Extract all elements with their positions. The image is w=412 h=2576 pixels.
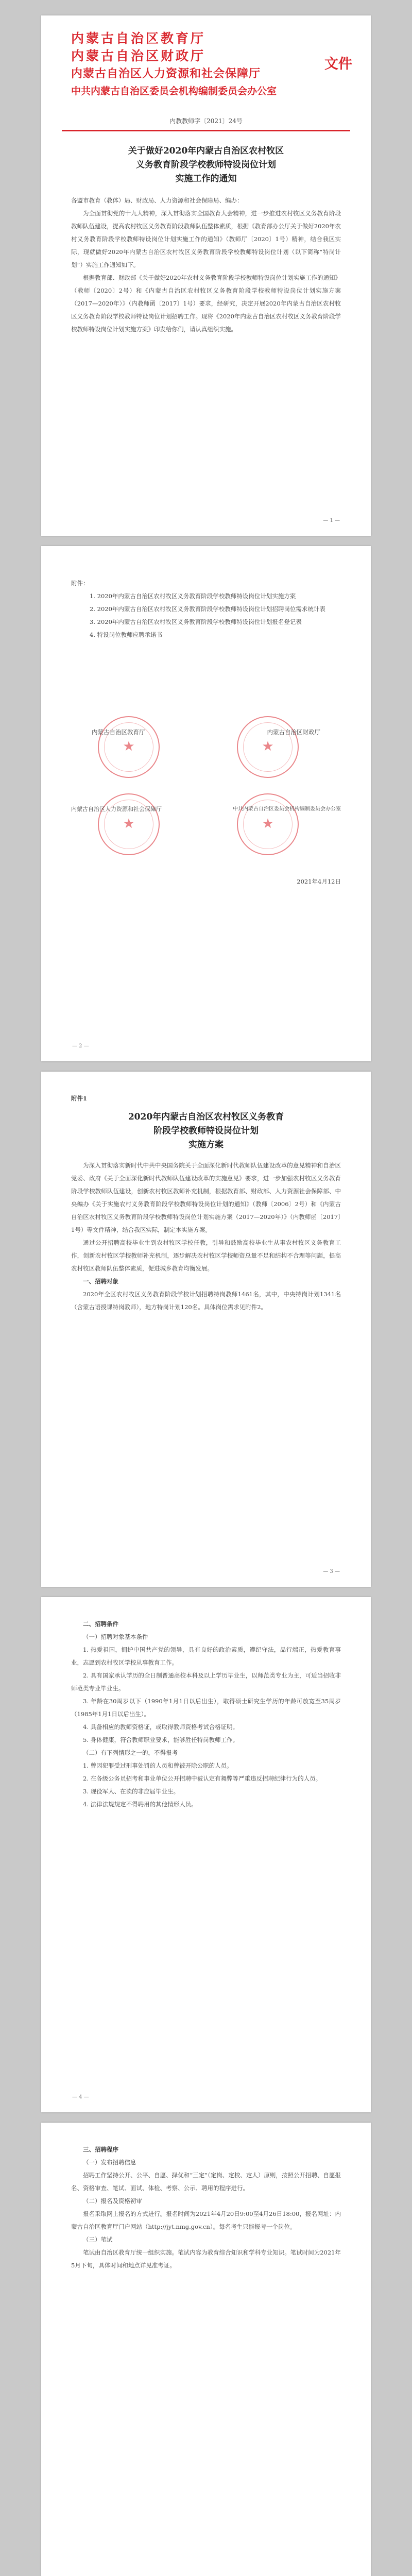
attachment-label: 附件1	[71, 1095, 88, 1102]
plan-paragraph: 报名采取网上报名的方式进行。报名时间为2021年4月20日9:00至4月26日18:00，报名网址：内蒙古自治区教育厅门户网站（http://jyt.nmg.gov.cn）。每名考生只能报考一个岗位。	[71, 2210, 341, 2230]
notice-title-3: 实施工作的通知	[175, 174, 237, 184]
notice-page-1	[41, 15, 371, 536]
signatory: 内蒙古自治区财政厅	[267, 728, 320, 736]
notice-title-1: 关于做好2020年内蒙古自治区农村牧区	[128, 146, 284, 156]
attachment-item: 1. 2020年内蒙古自治区农村牧区义务教育阶段学校教师特设岗位计划实施方案	[90, 592, 296, 600]
subsection-heading: （一）招聘对象基本条件	[83, 1633, 148, 1640]
plan-paragraph: 招聘工作坚持公开、公平、自愿、择优和“三定”（定岗、定校、定人）原则，按照公开招聘、自愿报名、资格审查、笔试、面试、体检、考察、公示、聘用的程序进行。	[71, 2172, 341, 2192]
list-item: 2. 具有国家承认学历的全日制普通高校本科及以上学历毕业生，以师范类专业为主，可适当招收非师范类专业毕业生。	[71, 1672, 341, 1692]
wenjian-mark: 文件	[324, 56, 352, 72]
notice-date: 2021年4月12日	[297, 878, 341, 885]
issuer-line-4: 中共内蒙古自治区委员会机构编制委员会办公室	[71, 86, 277, 97]
subsection-heading: （一）发布招聘信息	[83, 2159, 136, 2166]
issuer-line-1: 内蒙古自治区教育厅	[71, 31, 206, 46]
signatory: 中共内蒙古自治区委员会机构编制委员会办公室	[233, 806, 341, 812]
attachment-item: 3. 2020年内蒙古自治区农村牧区义务教育阶段学校教师特设岗位计划报名登记表	[90, 618, 302, 625]
attachment-item: 4. 特设岗位教师应聘承诺书	[90, 631, 163, 638]
section-heading: 二、招聘条件	[83, 1620, 118, 1628]
attachment-item: 2. 2020年内蒙古自治区农村牧区义务教育阶段学校教师特设岗位计划招聘岗位需求统计表	[90, 605, 325, 613]
issuer-line-2: 内蒙古自治区财政厅	[71, 48, 206, 63]
list-item: 1. 曾因犯罪受过刑事处罚的人员和曾被开除公职的人员。	[83, 1762, 233, 1769]
notice-paragraph: 根据教育部、财政部《关于做好2020年农村义务教育阶段学校教师特设岗位计划实施工作的通知》（教师〔2020〕2号）和《内蒙古自治区农村牧区义务教育阶段学校教师特设岗位计划实施方案（2017—2020年）》（内教师函〔2017〕1号）要求，经研究，决定开展2020年内蒙古自治区农村牧区义务教育阶段学校教师特设岗位计划招聘工作。现将《2020年内蒙古自治区农村牧区义务教育阶段学校教师特设岗位计划实施方案》印发给你们，请认真组织实施。	[71, 274, 341, 333]
plan-paragraph: 笔试由自治区教育厅统一组织实施。笔试内容为教育综合知识和学科专业知识。笔试时间为2021年5月下旬，具体时间和地点详见准考证。	[71, 2249, 341, 2269]
plan-paragraph: 通过公开招聘高校毕业生到农村牧区学校任教，引导和鼓励高校毕业生从事农村牧区义务教育工作，创新农村牧区学校教师补充机制，逐步解决农村牧区学校师资总量不足和结构不合理等问题，提高农村牧区教师队伍整体素质，促进城乡教育均衡发展。	[71, 1239, 341, 1272]
list-item: 1. 热爱祖国，拥护中国共产党的领导，具有良好的政治素质，遵纪守法，品行端正，热爱教育事业，志愿到农村牧区学校从事教育工作。	[71, 1646, 341, 1666]
list-item: 4. 具备相应的教师资格证，或取得教师资格考试合格证明。	[83, 1723, 239, 1731]
notice-page-2	[41, 546, 371, 1061]
plan-page-3	[41, 2123, 371, 2576]
list-item: 4. 法律法规规定不得聘用的其他情形人员。	[83, 1801, 197, 1808]
salutation: 各盟市教育（教体）局、财政局、人力资源和社会保障局、编办：	[71, 197, 243, 204]
official-seal: ★	[237, 793, 299, 855]
notice-paragraph: 为全面贯彻党的十九大精神，深入贯彻落实全国教育大会精神，进一步推进农村牧区义务教育阶段教师队伍建设，提高农村牧区义务教育阶段教师队伍整体素质，根据《教育部办公厅关于做好2020年农村义务教育阶段学校教师特设岗位计划实施工作的通知》（教师厅〔2020〕1号）精神，结合我区实际，现就做好2020年内蒙古自治区农村牧区义务教育阶段学校教师特设岗位计划（以下简称“特岗计划”）实施工作通知如下。	[71, 210, 341, 268]
official-seal: ★	[98, 793, 160, 855]
issuer-line-3: 内蒙古自治区人力资源和社会保障厅	[71, 67, 261, 80]
list-item: 3. 现役军人、在读的非应届毕业生。	[83, 1788, 180, 1795]
section-heading: 一、招聘对象	[83, 1278, 118, 1285]
list-item: 2. 在各级公务员招考和事业单位公开招聘中被认定有舞弊等严重违反招聘纪律行为的人员。	[83, 1775, 322, 1782]
page-number: — 3 —	[323, 1569, 340, 1574]
plan-paragraph: 2020年全区农村牧区义务教育阶段学校计划招聘特岗教师1461名，其中，中央特岗计划1341名（含蒙古语授课特岗教师），地方特岗计划120名。具体岗位需求见附件2。	[71, 1291, 341, 1311]
plan-title-1: 2020年内蒙古自治区农村牧区义务教育	[128, 1112, 284, 1122]
official-seal: ★	[98, 716, 160, 778]
doc-number: 内教教师字〔2021〕24号	[169, 117, 243, 125]
signatory: 内蒙古自治区人力资源和社会保障厅	[71, 806, 162, 812]
official-seal: ★	[237, 716, 299, 778]
list-item: 3. 年龄在30周岁以下（1990年1月1日以后出生），取得硕士研究生学历的年龄可放宽至35周岁（1985年1月1日以后出生）。	[71, 1698, 341, 1718]
plan-page-2	[41, 1597, 371, 2112]
section-heading: 三、招聘程序	[83, 2146, 118, 2153]
list-item: 5. 身体健康，符合教师职业要求，能够胜任特岗教师工作。	[83, 1736, 239, 1743]
subsection-heading: （二）有下列情形之一的，不得报考	[83, 1749, 178, 1756]
plan-title-3: 实施方案	[188, 1140, 224, 1150]
plan-paragraph: 为深入贯彻落实新时代中共中央国务院关于全面深化新时代教师队伍建设改革的意见精神和自治区党委、政府《关于全面深化新时代教师队伍建设改革的实施意见》要求，进一步加强农村牧区义务教育阶段学校教师队伍建设，创新农村牧区教师补充机制，根据教育部、财政部、人力资源社会保障部、中央编办《关于实施农村义务教育阶段学校教师特设岗位计划的通知》（教师〔2006〕2号）和《内蒙古自治区农村牧区义务教育阶段学校教师特设岗位计划实施方案（2017—2020年）》（内教师函〔2017〕1号）等文件精神，结合我区实际，制定本实施方案。	[71, 1162, 341, 1233]
subsection-heading: （二）报名及资格初审	[83, 2197, 142, 2205]
subsection-heading: （三）笔试	[83, 2236, 113, 2243]
signatory: 内蒙古自治区教育厅	[92, 728, 145, 736]
plan-title-2: 阶段学校教师特设岗位计划	[153, 1126, 259, 1136]
red-divider	[62, 130, 350, 131]
attachments-label: 附件：	[71, 580, 89, 587]
notice-title-2: 义务教育阶段学校教师特设岗位计划	[136, 160, 276, 170]
page-number: — 2 —	[72, 1043, 89, 1049]
page-number: — 4 —	[72, 2094, 89, 2100]
plan-page-1	[41, 1072, 371, 1587]
page-number: — 1 —	[323, 518, 340, 523]
